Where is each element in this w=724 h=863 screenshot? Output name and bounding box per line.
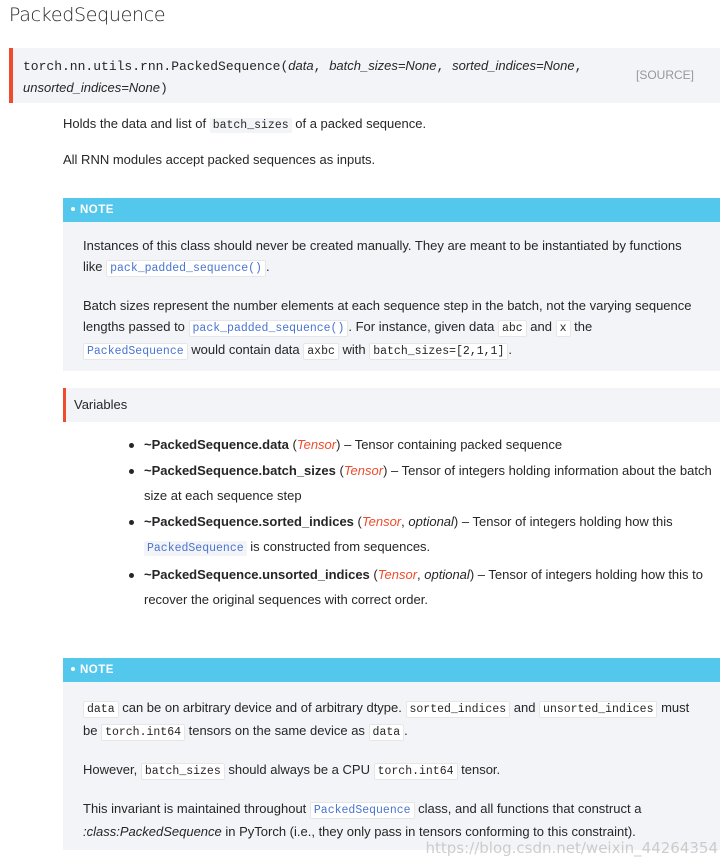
tensor-link[interactable]: Tensor [343,462,384,478]
inline-code: batch_sizes=[2,1,1] [369,343,508,360]
packed-sequence-link[interactable]: PackedSequence [310,802,415,819]
inline-code: batch_sizes [141,763,225,780]
tensor-link[interactable]: Tensor [361,513,402,529]
note-box-2 [63,658,720,850]
inline-code: data [83,701,119,718]
description-p2: All RNN modules accept packed sequences as inputs. [63,152,376,167]
packed-sequence-link[interactable]: PackedSequence [83,343,188,360]
watermark: https://blog.csdn.net/weixin_44264354 [425,839,718,857]
inline-code: unsorted_indices [539,701,657,718]
inline-code: batch_sizes [210,118,292,133]
note1-p1: Instances of this class should never be created manually. They are meant to be instantiated by functions like pack_padded_sequence() . [83,238,682,275]
list-item: ~PackedSequence.data (Tensor) – Tensor containing packed sequence [127,432,717,458]
tensor-link[interactable]: Tensor [377,566,418,582]
note2-p1: data can be on arbitrary device and of arbitrary dtype. sorted_indices and unsorted_indices must be torch.int64 tensors on the same device as data . [83,700,690,739]
bullet-icon [71,207,75,211]
inline-code: axbc [303,343,339,360]
inline-code: x [556,320,571,337]
page-title: PackedSequence [9,4,166,26]
inline-code: data [369,724,405,741]
param-unsorted-indices: unsorted_indices=None [23,80,160,95]
param-batch-sizes: batch_sizes=None [329,58,437,73]
note-box-1 [63,198,720,371]
inline-code: torch.int64 [101,724,185,741]
packed-sequence-link[interactable]: PackedSequence [144,541,247,556]
note2-p2: However, batch_sizes should always be a CPU torch.int64 tensor. [83,762,501,778]
note-header: NOTE [63,658,720,682]
bullet-icon [71,667,75,671]
note1-p2: Batch sizes represent the number elements at each sequence step in the batch, not the varying sequence lengths passed to pack_padded_sequence() . For instance, given data abc and x the PackedSequence would contain data axbc with batch_sizes=[2,1,1] . [83,298,692,358]
note-header: NOTE [63,198,720,222]
pack-padded-sequence-link[interactable]: pack_padded_sequence() [189,320,349,337]
list-item: ~PackedSequence.batch_sizes (Tensor) – Tensor of integers holding information about the batch size at each sequence step [127,458,717,509]
class-signature [9,48,720,103]
inline-code: sorted_indices [406,701,511,718]
pack-padded-sequence-link[interactable]: pack_padded_sequence() [106,260,266,277]
variables-header: Variables [63,388,720,422]
param-sorted-indices: sorted_indices=None [452,58,575,73]
bullet-icon [129,469,134,474]
signature-text: torch.nn.utils.rnn.PackedSequence(data, batch_sizes=None, sorted_indices=None, unsorted_indices=None) [23,58,583,96]
variables-list [127,432,717,613]
inline-code: torch.int64 [374,763,458,780]
list-item: ~PackedSequence.unsorted_indices (Tensor, optional) – Tensor of integers holding how this to recover the original sequences with correct order. [127,562,717,613]
note2-p3: This invariant is maintained throughout PackedSequence class, and all functions that construct a :class:PackedSequence in PyTorch (i.e., they only pass in tensors conforming to this constraint). [83,801,642,839]
bullet-icon [129,443,134,448]
bullet-icon [129,573,134,578]
param-data: data [288,58,314,73]
list-item: ~PackedSequence.sorted_indices (Tensor, optional) – Tensor of integers holding how this PackedSequence is constructed from sequences. [127,509,717,562]
bullet-icon [129,520,134,525]
module-path: torch.nn.utils.rnn.PackedSequence [23,59,281,74]
description-p1: Holds the data and list of batch_sizes of a packed sequence. [63,116,427,132]
tensor-link[interactable]: Tensor [296,437,337,452]
inline-code: abc [498,320,527,337]
source-link[interactable]: [SOURCE] [635,68,694,82]
